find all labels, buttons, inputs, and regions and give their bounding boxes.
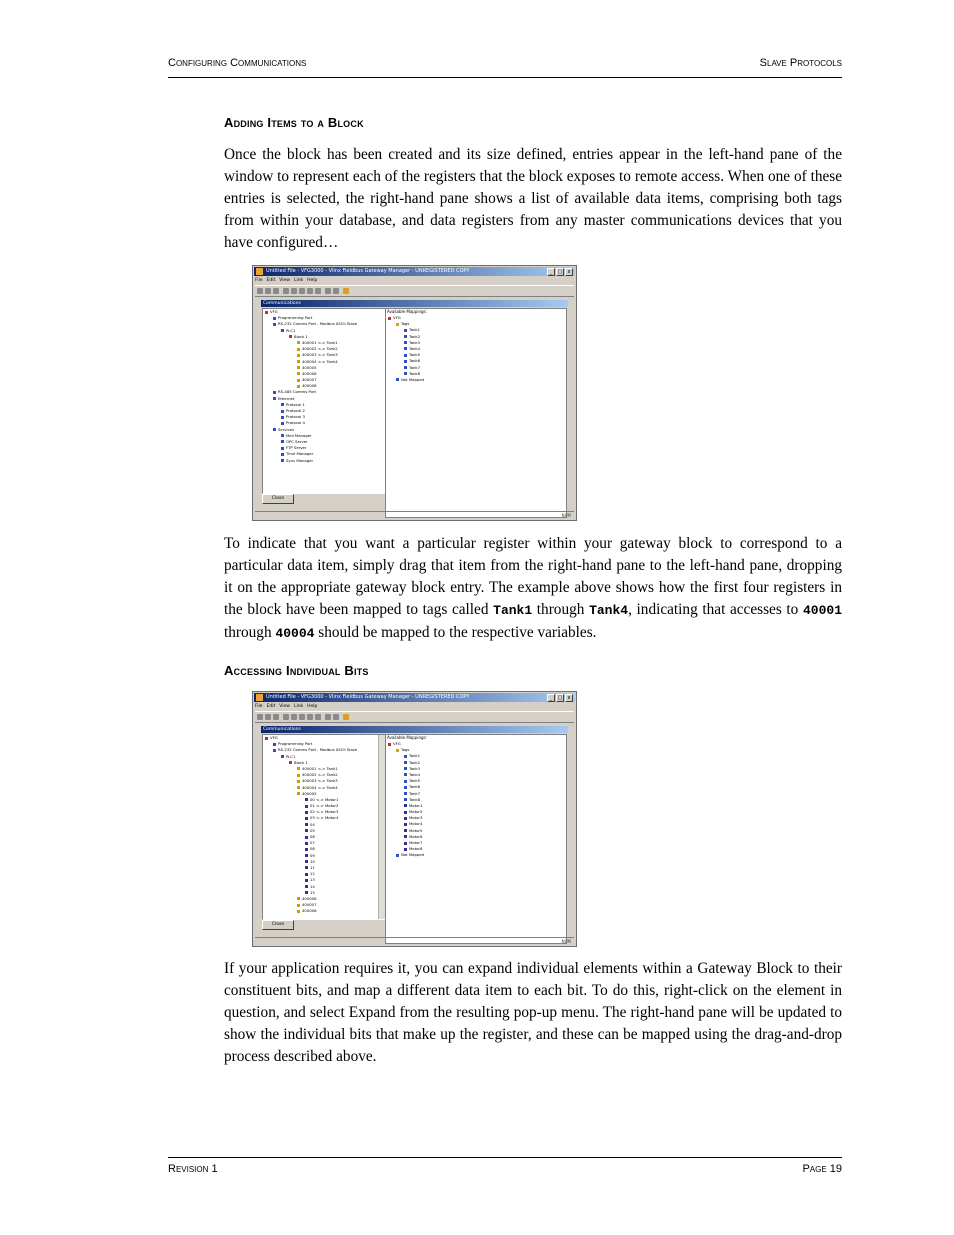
tree-node-icon	[404, 773, 407, 776]
status-bar: NUM	[255, 511, 574, 519]
right-tree-item: Tank4	[386, 772, 424, 778]
menu-view: View	[279, 278, 290, 283]
tree-node-icon	[396, 854, 399, 857]
tree-node-icon	[404, 848, 407, 851]
tree-node-icon	[404, 842, 407, 845]
right-tree-item: Motor2	[386, 809, 424, 815]
maximize-icon: □	[557, 695, 563, 701]
left-tree-item: 11	[263, 865, 357, 871]
right-tree-item: VFG	[386, 741, 424, 747]
left-tree-item: Ethernet	[263, 396, 357, 402]
left-tree-item: Block 1	[263, 760, 357, 766]
tree-node-icon	[297, 904, 300, 907]
tree-node-icon	[297, 792, 300, 795]
tree-node-icon	[305, 836, 308, 839]
tree-node-icon	[281, 434, 284, 437]
right-tree-item: Tank2	[386, 760, 424, 766]
left-tree-item: 12	[263, 871, 357, 877]
left-tree-item: OPC Server	[263, 439, 357, 445]
screenshot-gateway-manager-2	[252, 691, 577, 947]
left-tree	[263, 735, 357, 914]
tree-node-icon	[404, 755, 407, 758]
menu-link: Link	[293, 278, 304, 283]
tree-node-icon	[289, 335, 292, 338]
tree-node-icon	[305, 885, 308, 888]
right-tree-item: Motor7	[386, 840, 424, 846]
tree-node-icon	[297, 360, 300, 363]
tree-node-icon	[297, 385, 300, 388]
right-tree-item: Not Mapped	[386, 377, 424, 383]
menu-file: File	[255, 278, 263, 283]
window-titlebar	[254, 693, 575, 702]
tree-node-icon	[404, 329, 407, 332]
close-button: Close	[262, 494, 294, 504]
minimize-icon: _	[547, 268, 555, 276]
header-chapter: Configuring Communications	[168, 57, 307, 69]
tree-node-icon	[404, 780, 407, 783]
right-tree-item: Tank8	[386, 371, 424, 377]
left-tree-item: 400007	[263, 377, 357, 383]
maximize-icon: □	[557, 269, 563, 275]
tree-node-icon	[305, 805, 308, 808]
tree-node-icon	[404, 341, 407, 344]
tree-node-icon	[265, 311, 268, 314]
menubar	[255, 277, 321, 284]
tree-node-icon	[265, 737, 268, 740]
tree-node-icon	[273, 749, 276, 752]
left-tree-item: Protocol 2	[263, 408, 357, 414]
tree-node-icon	[404, 798, 407, 801]
right-tree-item: Tank1	[386, 327, 424, 333]
tree-node-icon	[297, 780, 300, 783]
tree-node-icon	[281, 755, 284, 758]
left-tree-item: Protocol 4	[263, 420, 357, 426]
right-tree-item: Tank8	[386, 797, 424, 803]
right-tree-item: VFG	[386, 315, 424, 321]
menu-view: View	[279, 704, 290, 709]
tree-node-icon	[396, 323, 399, 326]
tree-node-icon	[404, 372, 407, 375]
app-icon	[256, 268, 263, 275]
section-heading-individual-bits: Accessing Individual Bits	[224, 663, 369, 678]
available-mappings-label: Available Mappings:	[387, 735, 427, 740]
menu-edit: Edit	[266, 704, 276, 709]
right-tree-item: Tags	[386, 321, 424, 327]
tree-node-icon	[305, 829, 308, 832]
right-tree-item: Tank2	[386, 334, 424, 340]
right-tree-item: Motor5	[386, 828, 424, 834]
communications-panel-header: Communications	[261, 726, 568, 733]
available-mappings-label: Available Mappings:	[387, 309, 427, 314]
left-tree-item: 05	[263, 828, 357, 834]
left-tree-item: PLC1	[263, 754, 357, 760]
tree-node-icon	[273, 391, 276, 394]
tree-node-icon	[305, 879, 308, 882]
window-titlebar	[254, 267, 575, 276]
tree-node-icon	[305, 854, 308, 857]
left-tree-item: 04	[263, 822, 357, 828]
paragraph-drag-drop: To indicate that you want a particular register within your gateway block to correspond to a particular data item, simply drag that item from the right-hand pane to the left-hand pane, dropping it on the appropriate gateway block entry. The example above shows how the first four registers in the block have been mapped to tags called Tank1 through Tank4, indicating that accesses to 40001 through 40004 should be mapped to the respective variables.	[224, 535, 843, 641]
left-tree-item: VFG	[263, 735, 357, 741]
left-tree-item: Programming Port	[263, 315, 357, 321]
menu-help: Help	[307, 704, 318, 709]
left-tree-item: VFG	[263, 309, 357, 315]
tree-node-icon	[404, 767, 407, 770]
tree-node-icon	[273, 323, 276, 326]
left-tree-item: Protocol 1	[263, 402, 357, 408]
close-icon: x	[565, 268, 573, 276]
tree-node-icon	[404, 823, 407, 826]
tree-node-icon	[305, 866, 308, 869]
right-tree-item: Motor4	[386, 821, 424, 827]
footer-rule	[168, 1157, 842, 1158]
tree-node-icon	[273, 743, 276, 746]
toolbar	[255, 285, 574, 297]
tree-node-icon	[281, 329, 284, 332]
right-pane	[385, 734, 567, 944]
right-tree-item: Motor3	[386, 815, 424, 821]
left-tree-item: 03 <-> Motor4	[263, 815, 357, 821]
tree-node-icon	[281, 459, 284, 462]
right-tree-item: Tags	[386, 747, 424, 753]
tree-node-icon	[281, 440, 284, 443]
code-40001: 40001	[803, 603, 843, 618]
status-bar: NUM	[255, 937, 574, 945]
right-tree-item: Motor6	[386, 834, 424, 840]
footer-page-number: Page 19	[802, 1163, 842, 1175]
code-tank1: Tank1	[493, 603, 533, 618]
left-tree-item: 400005	[263, 365, 357, 371]
left-pane-scrollbar	[378, 735, 385, 919]
right-tree	[386, 315, 424, 383]
right-tree-item: Motor1	[386, 803, 424, 809]
left-tree-item: Programming Port	[263, 741, 357, 747]
left-tree-item: Time Manager	[263, 451, 357, 457]
tree-node-icon	[404, 817, 407, 820]
tree-node-icon	[396, 749, 399, 752]
left-tree-item: 06	[263, 834, 357, 840]
left-tree-item: 09	[263, 853, 357, 859]
left-tree-item: Mail Manager	[263, 433, 357, 439]
left-tree-item: 00 <-> Motor1	[263, 797, 357, 803]
right-tree-item: Tank3	[386, 340, 424, 346]
right-pane	[385, 308, 567, 518]
left-tree-item: 400008	[263, 383, 357, 389]
tree-node-icon	[305, 817, 308, 820]
tree-node-icon	[404, 786, 407, 789]
minimize-icon: _	[547, 694, 555, 702]
left-tree-item: FTP Server	[263, 445, 357, 451]
right-tree-item: Tank5	[386, 778, 424, 784]
tree-node-icon	[388, 743, 391, 746]
tree-node-icon	[297, 767, 300, 770]
tree-node-icon	[297, 341, 300, 344]
paragraph-expand-bits: If your application requires it, you can expand individual elements within a Gateway Block to their constituent bits, and map a different data item to each bit. To do this, right-click on the element in question, and select Expand from the resulting pop-up menu. The right-hand pane will be updated to show the individual bits that make up the register, and these can be mapped using the drag-and-drop process described above.	[224, 960, 842, 1065]
right-tree	[386, 741, 424, 859]
tree-node-icon	[404, 835, 407, 838]
tree-node-icon	[297, 379, 300, 382]
tree-node-icon	[404, 804, 407, 807]
tree-node-icon	[305, 873, 308, 876]
tree-node-icon	[404, 811, 407, 814]
left-tree-item: 400007	[263, 902, 357, 908]
tree-node-icon	[281, 453, 284, 456]
left-tree-item: RS-485 Comms Port	[263, 389, 357, 395]
tree-node-icon	[297, 366, 300, 369]
tree-node-icon	[404, 761, 407, 764]
tree-node-icon	[305, 823, 308, 826]
left-tree-item: 15	[263, 890, 357, 896]
tree-node-icon	[305, 811, 308, 814]
left-tree-item: 400004 <-> Tank4	[263, 785, 357, 791]
right-tree-item: Not Mapped	[386, 852, 424, 858]
left-tree-item: 400008	[263, 908, 357, 914]
right-tree-item: Tank4	[386, 346, 424, 352]
tree-node-icon	[404, 335, 407, 338]
left-tree-item: 400001 <-> Tank1	[263, 340, 357, 346]
tree-node-icon	[297, 372, 300, 375]
window-title: Untitled File - VFG3000 - Vlinx Fieldbus Gateway Manager - UNREGISTERED COPY	[266, 268, 470, 274]
tree-node-icon	[281, 416, 284, 419]
screenshot-gateway-manager-1	[252, 265, 577, 521]
left-tree-item: 10	[263, 859, 357, 865]
communications-panel-header: Communications	[261, 300, 568, 307]
tree-node-icon	[273, 397, 276, 400]
tree-node-icon	[305, 842, 308, 845]
left-tree-item: 14	[263, 884, 357, 890]
section-heading-adding-items: Adding Items to a Block	[224, 115, 364, 130]
tree-node-icon	[404, 792, 407, 795]
toolbar	[255, 711, 574, 723]
tree-node-icon	[404, 829, 407, 832]
left-tree-item: 400002 <-> Tank2	[263, 772, 357, 778]
left-pane	[262, 734, 386, 920]
left-tree-item: RS-232 Comms Port - Modbus ASCII Slave	[263, 747, 357, 753]
code-tank4: Tank4	[589, 603, 629, 618]
right-tree-item: Tank6	[386, 358, 424, 364]
header-section: Slave Protocols	[759, 57, 842, 69]
left-pane	[262, 308, 386, 494]
header-rule	[168, 77, 842, 78]
menu-link: Link	[293, 704, 304, 709]
left-tree-item: 07	[263, 840, 357, 846]
left-tree-item: 400004 <-> Tank4	[263, 359, 357, 365]
tree-node-icon	[297, 910, 300, 913]
tree-node-icon	[297, 786, 300, 789]
left-tree-item: PLC1	[263, 328, 357, 334]
code-40004: 40004	[275, 626, 315, 641]
left-tree-item: 01 <-> Motor2	[263, 803, 357, 809]
right-tree-item: Tank5	[386, 352, 424, 358]
tree-node-icon	[404, 360, 407, 363]
tree-node-icon	[281, 410, 284, 413]
tree-node-icon	[281, 447, 284, 450]
menu-edit: Edit	[266, 278, 276, 283]
left-tree-item: Services	[263, 427, 357, 433]
menu-help: Help	[307, 278, 318, 283]
app-icon	[256, 694, 263, 701]
left-tree-item: RS-232 Comms Port - Modbus ASCII Slave	[263, 321, 357, 327]
right-tree-item: Tank6	[386, 784, 424, 790]
tree-node-icon	[404, 347, 407, 350]
tree-node-icon	[281, 403, 284, 406]
menu-file: File	[255, 704, 263, 709]
left-tree-item: 08	[263, 846, 357, 852]
paragraph-intro: Once the block has been created and its size defined, entries appear in the left-hand pane of the window to represent each of the registers that the block exposes to remote access. When one of these entries is selected, the right-hand pane shows a list of available data items, comprising both tags from within your database, and data registers from any master communications devices that you have configured…	[224, 146, 842, 251]
tree-node-icon	[388, 317, 391, 320]
tree-node-icon	[404, 366, 407, 369]
right-tree-item: Tank7	[386, 365, 424, 371]
right-tree-item: Tank3	[386, 766, 424, 772]
tree-node-icon	[396, 378, 399, 381]
right-tree-item: Tank1	[386, 753, 424, 759]
close-icon: x	[565, 694, 573, 702]
left-tree	[263, 309, 357, 464]
tree-node-icon	[305, 860, 308, 863]
tree-node-icon	[289, 761, 292, 764]
tree-node-icon	[273, 317, 276, 320]
left-tree-item: 400003 <-> Tank3	[263, 352, 357, 358]
left-tree-item: 400001 <-> Tank1	[263, 766, 357, 772]
left-tree-item: Block 1	[263, 334, 357, 340]
window-title: Untitled File - VFG3000 - Vlinx Fieldbus Gateway Manager - UNREGISTERED COPY	[266, 694, 470, 700]
tree-node-icon	[297, 348, 300, 351]
left-tree-item: 02 <-> Motor3	[263, 809, 357, 815]
tree-node-icon	[297, 354, 300, 357]
tree-node-icon	[404, 354, 407, 357]
right-tree-item: Motor8	[386, 846, 424, 852]
left-tree-item: 400005	[263, 791, 357, 797]
footer-revision: Revision 1	[168, 1163, 218, 1175]
left-tree-item: 400002 <-> Tank2	[263, 346, 357, 352]
right-tree-item: Tank7	[386, 791, 424, 797]
tree-node-icon	[305, 848, 308, 851]
tree-node-icon	[297, 897, 300, 900]
menubar	[255, 703, 321, 710]
close-button: Close	[262, 920, 294, 930]
left-tree-item: 13	[263, 877, 357, 883]
tree-node-icon	[281, 422, 284, 425]
left-tree-item: Sync Manager	[263, 458, 357, 464]
tree-node-icon	[305, 891, 308, 894]
tree-node-icon	[297, 774, 300, 777]
tree-node-icon	[273, 428, 276, 431]
tree-node-icon	[305, 798, 308, 801]
left-tree-item: Protocol 3	[263, 414, 357, 420]
left-tree-item: 400006	[263, 371, 357, 377]
left-tree-item: 400003 <-> Tank3	[263, 778, 357, 784]
left-tree-item: 400006	[263, 896, 357, 902]
